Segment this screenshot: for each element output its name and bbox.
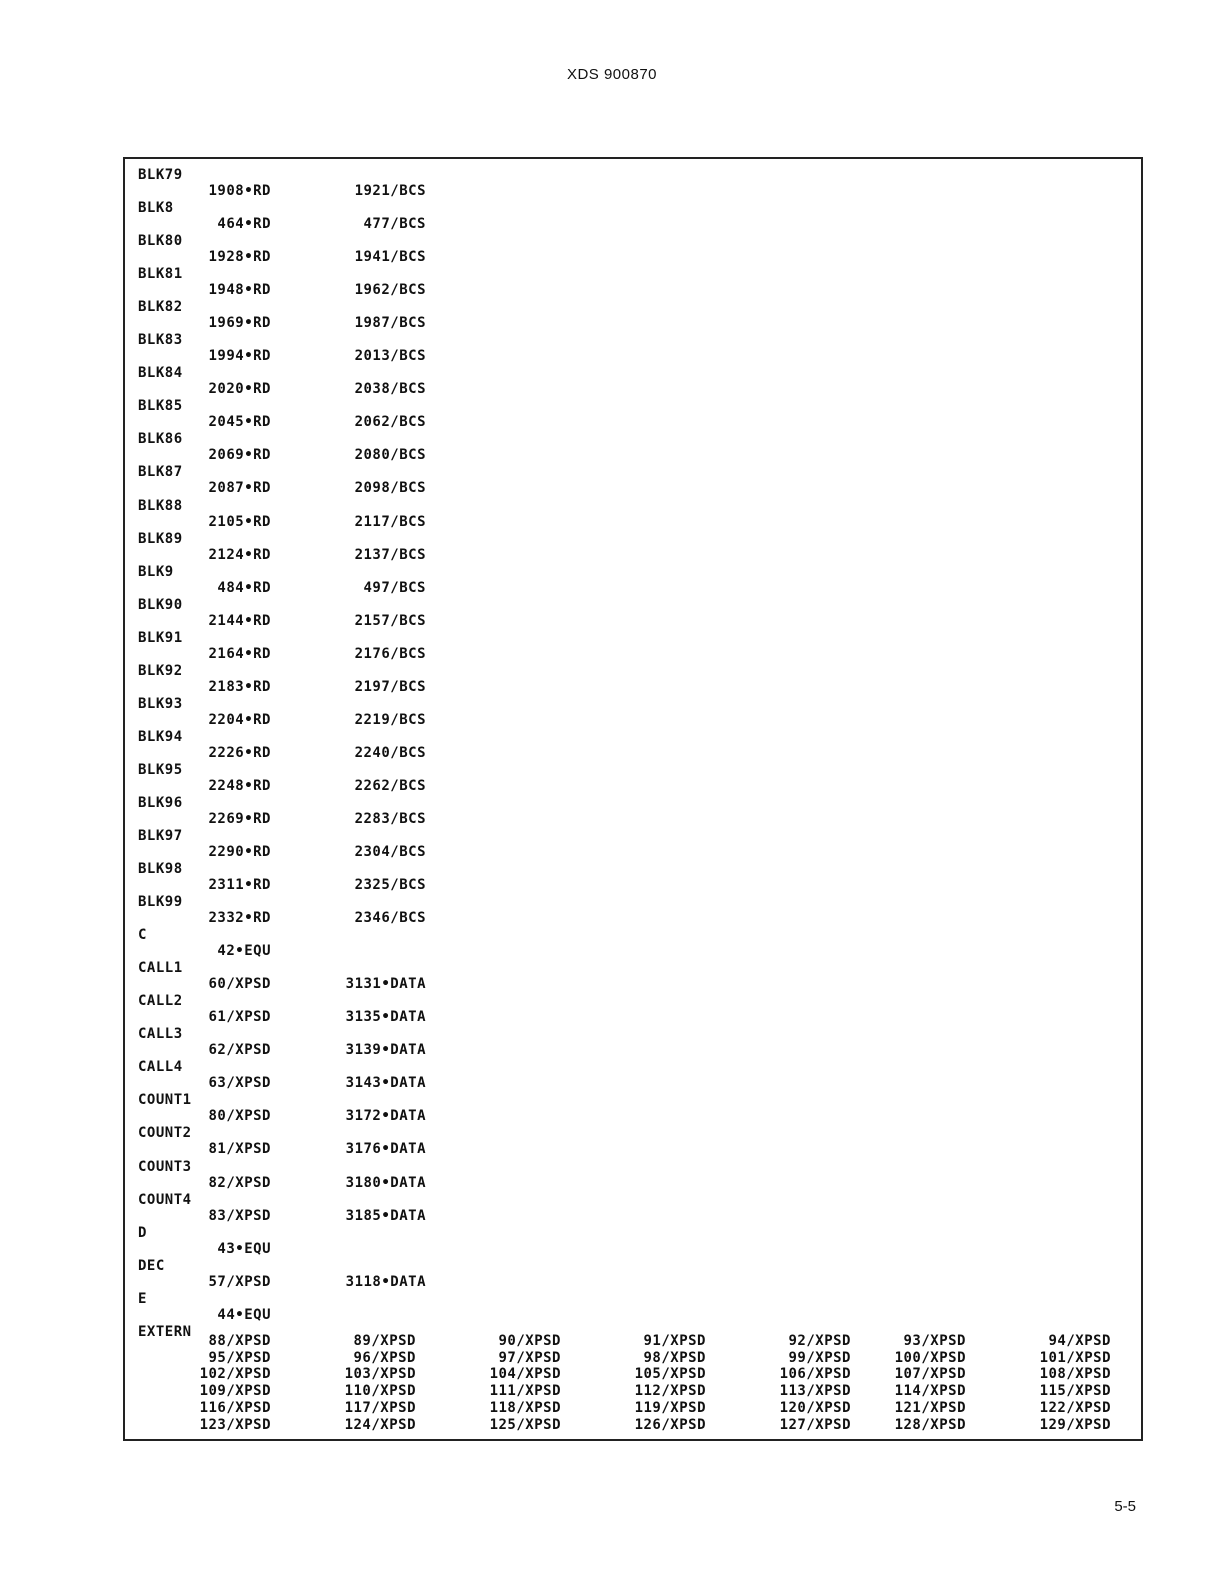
definition-reference: 2069•RD xyxy=(208,447,271,464)
definition-reference: 484•RD xyxy=(217,579,271,596)
extern-reference: 97/XPSD xyxy=(498,1349,561,1366)
symbol-name: CALL1 xyxy=(138,960,183,977)
extern-reference: 108/XPSD xyxy=(1039,1366,1111,1383)
usage-reference: 497/BCS xyxy=(363,579,426,596)
usage-reference: 3185•DATA xyxy=(345,1207,426,1224)
usage-reference: 1987/BCS xyxy=(354,315,426,332)
extern-reference: 116/XPSD xyxy=(199,1399,271,1416)
extern-reference: 123/XPSD xyxy=(199,1416,271,1433)
extern-reference: 94/XPSD xyxy=(1048,1332,1111,1349)
usage-reference: 2262/BCS xyxy=(354,777,426,794)
definition-reference: 82/XPSD xyxy=(208,1174,271,1191)
symbol-name: CALL3 xyxy=(138,1026,183,1043)
definition-reference: 43•EQU xyxy=(217,1240,271,1257)
symbol-name: BLK79 xyxy=(138,167,183,183)
usage-reference: 2062/BCS xyxy=(354,414,426,431)
symbol-name: C xyxy=(138,927,147,944)
definition-reference: 42•EQU xyxy=(217,943,271,960)
definition-reference: 81/XPSD xyxy=(208,1141,271,1158)
definition-reference: 61/XPSD xyxy=(208,1009,271,1026)
usage-reference: 3143•DATA xyxy=(345,1075,426,1092)
usage-reference: 3180•DATA xyxy=(345,1174,426,1191)
usage-reference: 2176/BCS xyxy=(354,645,426,662)
definition-reference: 2105•RD xyxy=(208,513,271,530)
symbol-name: BLK9 xyxy=(138,563,174,580)
symbol-name: BLK90 xyxy=(138,596,183,613)
symbol-name: BLK86 xyxy=(138,431,183,448)
extern-reference: 105/XPSD xyxy=(634,1366,706,1383)
usage-reference: 1962/BCS xyxy=(354,282,426,299)
symbol-name: BLK97 xyxy=(138,828,183,844)
extern-reference: 114/XPSD xyxy=(894,1383,966,1400)
extern-reference: 111/XPSD xyxy=(489,1383,561,1400)
symbol-name: CALL2 xyxy=(138,993,183,1010)
usage-reference: 3131•DATA xyxy=(345,976,426,993)
extern-reference: 122/XPSD xyxy=(1039,1399,1111,1416)
extern-reference: 113/XPSD xyxy=(779,1383,851,1400)
extern-reference: 98/XPSD xyxy=(643,1349,706,1366)
usage-reference: 2197/BCS xyxy=(354,678,426,695)
definition-reference: 1994•RD xyxy=(208,348,271,365)
extern-reference: 90/XPSD xyxy=(498,1332,561,1349)
symbol-name: BLK81 xyxy=(138,266,183,283)
extern-reference: 91/XPSD xyxy=(643,1332,706,1349)
extern-reference: 100/XPSD xyxy=(894,1349,966,1366)
usage-reference: 477/BCS xyxy=(363,216,426,233)
definition-reference: 80/XPSD xyxy=(208,1108,271,1125)
usage-reference: 2137/BCS xyxy=(354,546,426,563)
symbol-listing xyxy=(123,157,1143,1441)
definition-reference: 2124•RD xyxy=(208,546,271,563)
symbol-name: D xyxy=(138,1224,147,1241)
definition-reference: 2226•RD xyxy=(208,744,271,761)
symbol-name: COUNT3 xyxy=(138,1158,192,1175)
extern-reference: 121/XPSD xyxy=(894,1399,966,1416)
extern-reference: 125/XPSD xyxy=(489,1416,561,1433)
extern-reference: 99/XPSD xyxy=(788,1349,851,1366)
extern-reference: 106/XPSD xyxy=(779,1366,851,1383)
usage-reference: 2157/BCS xyxy=(354,612,426,629)
extern-reference: 104/XPSD xyxy=(489,1366,561,1383)
definition-reference: 1948•RD xyxy=(208,282,271,299)
extern-reference: 96/XPSD xyxy=(353,1349,416,1366)
usage-reference: 2080/BCS xyxy=(354,447,426,464)
symbol-name: E xyxy=(138,1290,147,1307)
symbol-name: BLK98 xyxy=(138,861,183,878)
symbol-name: BLK91 xyxy=(138,629,183,646)
extern-reference: 124/XPSD xyxy=(344,1416,416,1433)
extern-reference: 88/XPSD xyxy=(208,1332,271,1349)
symbol-name: BLK95 xyxy=(138,761,183,778)
extern-reference: 101/XPSD xyxy=(1039,1349,1111,1366)
extern-reference: 126/XPSD xyxy=(634,1416,706,1433)
extern-reference: 118/XPSD xyxy=(489,1399,561,1416)
usage-reference: 3135•DATA xyxy=(345,1009,426,1026)
definition-reference: 2248•RD xyxy=(208,777,271,794)
definition-reference: 2087•RD xyxy=(208,480,271,497)
extern-reference: 92/XPSD xyxy=(788,1332,851,1349)
extern-reference: 109/XPSD xyxy=(199,1383,271,1400)
symbol-name: COUNT1 xyxy=(138,1092,192,1109)
usage-reference: 2346/BCS xyxy=(354,910,426,927)
definition-reference: 2183•RD xyxy=(208,678,271,695)
extern-reference: 128/XPSD xyxy=(894,1416,966,1433)
symbol-name: BLK85 xyxy=(138,398,183,415)
extern-reference: 93/XPSD xyxy=(903,1332,966,1349)
extern-reference: 95/XPSD xyxy=(208,1349,271,1366)
definition-reference: 60/XPSD xyxy=(208,976,271,993)
symbol-name: CALL4 xyxy=(138,1059,183,1076)
definition-reference: 2311•RD xyxy=(208,877,271,894)
definition-reference: 63/XPSD xyxy=(208,1075,271,1092)
definition-reference: 57/XPSD xyxy=(208,1273,271,1290)
extern-reference: 115/XPSD xyxy=(1039,1383,1111,1400)
usage-reference: 2283/BCS xyxy=(354,810,426,827)
usage-reference: 2038/BCS xyxy=(354,381,426,398)
symbol-name: BLK92 xyxy=(138,662,183,679)
definition-reference: 83/XPSD xyxy=(208,1207,271,1224)
extern-reference: 129/XPSD xyxy=(1039,1416,1111,1433)
usage-reference: 1921/BCS xyxy=(354,183,426,199)
usage-reference: 2117/BCS xyxy=(354,513,426,530)
extern-reference: 120/XPSD xyxy=(779,1399,851,1416)
symbol-name: BLK96 xyxy=(138,794,183,811)
definition-reference: 2290•RD xyxy=(208,844,271,860)
document-header: XDS 900870 xyxy=(566,66,658,83)
symbol-name: BLK93 xyxy=(138,695,183,712)
symbol-name: DEC xyxy=(138,1257,165,1274)
symbol-name: BLK94 xyxy=(138,728,183,745)
symbol-name: BLK87 xyxy=(138,464,183,481)
definition-reference: 2144•RD xyxy=(208,612,271,629)
extern-reference: 117/XPSD xyxy=(344,1399,416,1416)
extern-reference: 127/XPSD xyxy=(779,1416,851,1433)
symbol-name: BLK84 xyxy=(138,365,183,382)
definition-reference: 44•EQU xyxy=(217,1306,271,1323)
usage-reference: 3176•DATA xyxy=(345,1141,426,1158)
definition-reference: 2204•RD xyxy=(208,711,271,728)
usage-reference: 2098/BCS xyxy=(354,480,426,497)
symbol-name: COUNT4 xyxy=(138,1191,192,1208)
definition-reference: 62/XPSD xyxy=(208,1042,271,1059)
symbol-name: BLK88 xyxy=(138,497,183,514)
symbol-name: BLK80 xyxy=(138,233,183,250)
usage-reference: 2219/BCS xyxy=(354,711,426,728)
page-number: 5-5 xyxy=(1114,1498,1136,1515)
definition-reference: 2164•RD xyxy=(208,645,271,662)
symbol-name: BLK82 xyxy=(138,299,183,316)
usage-reference: 3139•DATA xyxy=(345,1042,426,1059)
symbol-name: BLK99 xyxy=(138,894,183,911)
usage-reference: 2304/BCS xyxy=(354,844,426,860)
symbol-name: BLK8 xyxy=(138,200,174,217)
extern-reference: 89/XPSD xyxy=(353,1332,416,1349)
extern-reference: 102/XPSD xyxy=(199,1366,271,1383)
symbol-name: EXTERN xyxy=(138,1323,192,1340)
definition-reference: 2020•RD xyxy=(208,381,271,398)
extern-reference: 103/XPSD xyxy=(344,1366,416,1383)
extern-reference: 119/XPSD xyxy=(634,1399,706,1416)
definition-reference: 464•RD xyxy=(217,216,271,233)
extern-reference: 112/XPSD xyxy=(634,1383,706,1400)
extern-reference: 110/XPSD xyxy=(344,1383,416,1400)
usage-reference: 1941/BCS xyxy=(354,249,426,266)
extern-reference: 107/XPSD xyxy=(894,1366,966,1383)
usage-reference: 3118•DATA xyxy=(345,1273,426,1290)
definition-reference: 2332•RD xyxy=(208,910,271,927)
usage-reference: 2240/BCS xyxy=(354,744,426,761)
definition-reference: 1908•RD xyxy=(208,183,271,199)
symbol-name: BLK89 xyxy=(138,530,183,547)
symbol-name: BLK83 xyxy=(138,332,183,349)
definition-reference: 2045•RD xyxy=(208,414,271,431)
definition-reference: 1928•RD xyxy=(208,249,271,266)
definition-reference: 1969•RD xyxy=(208,315,271,332)
symbol-name: COUNT2 xyxy=(138,1125,192,1142)
usage-reference: 2325/BCS xyxy=(354,877,426,894)
definition-reference: 2269•RD xyxy=(208,810,271,827)
usage-reference: 3172•DATA xyxy=(345,1108,426,1125)
usage-reference: 2013/BCS xyxy=(354,348,426,365)
